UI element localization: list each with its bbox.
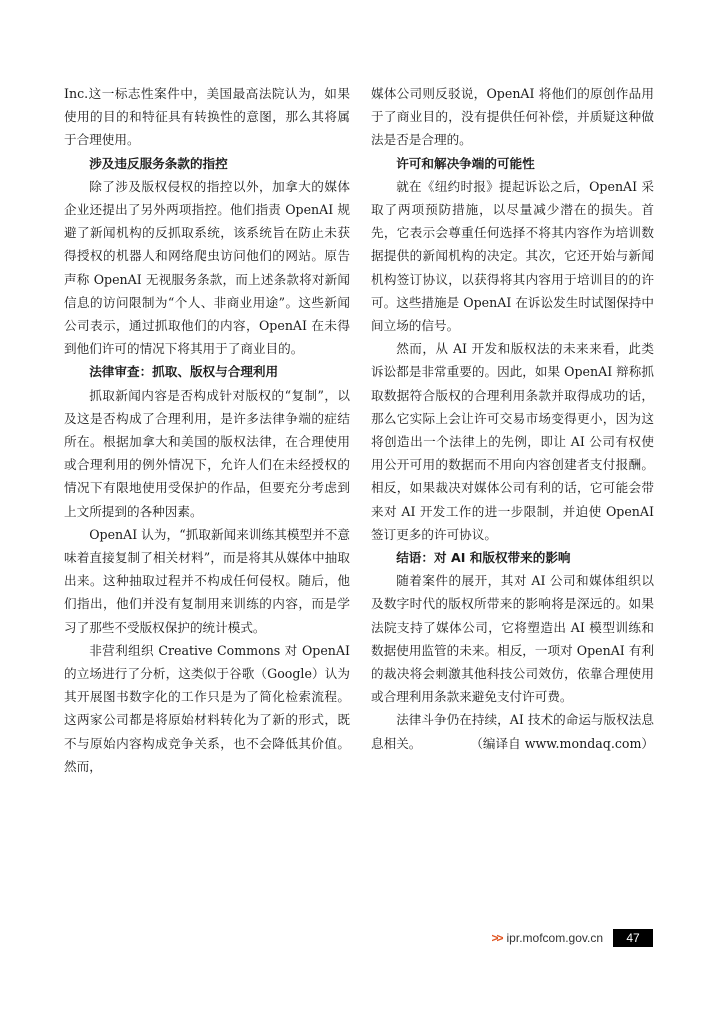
page-number: 47 xyxy=(613,929,653,947)
paragraph: 然而，从 AI 开发和版权法的未来来看，此类诉讼都是非常重要的。因此，如果 OpenAI 辩称抓取数据符合版权的合理利用条款并取得成功的话，那么它实际上会让许可交易市场变得更小，因为这将创造出一个法律上的先例，即让 AI 公司有权使用公开可用的数据而不用向内容创建者支付报酬。相反，如果裁决对媒体公司有利的话，它可能会带来对 AI 开发工作的进一步限制，并迫使 OpenAI 签订更多的许可协议。 xyxy=(371,341,654,542)
paragraph: 除了涉及版权侵权的指控以外，加拿大的媒体企业还提出了另外两项指控。他们指责 OpenAI 规避了新闻机构的反抓取系统，该系统旨在防止未获得授权的机器人和网络爬虫访问他们的网站。原告声称 OpenAI 无视服务条款，而上述条款将对新闻信息的访问限制为“个人、非商业用途”。这些新闻公司表示，通过抓取他们的内容，OpenAI 在未得到他们许可的情况下将其用于了商业目的。 xyxy=(64,178,350,357)
paragraph: 非营利组织 Creative Commons 对 OpenAI 的立场进行了分析，这类似于谷歌（Google）认为其开展图书数字化的工作只是为了简化检索流程。这两家公司都是将原始材料转化为了新的形式，既不与原始内容构成竞争关系，也不会降低其价值。然而， xyxy=(64,642,350,774)
section-heading: 法律审查：抓取、版权与合理利用 xyxy=(89,364,279,380)
paragraph: Inc.这一标志性案件中，美国最高法院认为，如果使用的目的和特征具有转换性的意图，那么其将属于合理使用。 xyxy=(64,86,350,148)
site-url[interactable]: ipr.mofcom.gov.cn xyxy=(506,931,603,945)
section-heading: 结语：对 AI 和版权带来的影响 xyxy=(396,550,571,566)
page-footer xyxy=(492,929,654,947)
section-heading: 许可和解决争端的可能性 xyxy=(396,155,535,171)
section-heading: 涉及违反服务条款的指控 xyxy=(89,155,228,171)
right-column xyxy=(371,82,654,755)
paragraph: OpenAI 认为，“抓取新闻来训练其模型并不意味着直接复制了相关材料”，而是将其从媒体中抽取出来。这种抽取过程并不构成任何侵权。随后，他们指出，他们并没有复制用来训练的内容，而是学习了那些不受版权保护的统计模式。 xyxy=(64,526,350,635)
chevron-right-icon: >> xyxy=(491,931,502,945)
source-credit: （编译自 www.mondaq.com） xyxy=(470,735,654,751)
paragraph xyxy=(371,708,654,754)
paragraph: 随着案件的展开，其对 AI 公司和媒体组织以及数字时代的版权所带来的影响将是深远的。如果法院支持了媒体公司，它将塑造出 AI 模型训练和数据使用监管的未来。相反，一项对 OpenAI 有利的裁决将会刺激其他科技公司效仿，依靠合理使用或合理利用条款来避免支付许可费。 xyxy=(371,573,654,705)
left-column xyxy=(64,82,350,778)
paragraph-text: 法律斗争仍在持续，AI 技术的命运与版权法息息相关。 xyxy=(371,712,654,751)
paragraph: 媒体公司则反驳说，OpenAI 将他们的原创作品用于了商业目的，没有提供任何补偿，并质疑这种做法是否是合理的。 xyxy=(371,86,654,148)
paragraph: 就在《纽约时报》提起诉讼之后，OpenAI 采取了两项预防措施，以尽量减少潜在的损失。首先，它表示会尊重任何选择不将其内容作为培训数据提供的新闻机构的决定。其次，它还开始与新闻机构签订协议，以获得将其内容用于培训目的的许可。这些措施是 OpenAI 在诉讼发生时试图保持中间立场的信号。 xyxy=(371,178,654,334)
paragraph: 抓取新闻内容是否构成针对版权的“复制”，以及这是否构成了合理利用，是许多法律争端的症结所在。根据加拿大和美国的版权法律，在合理使用或合理利用的例外情况下，允许人们在未经授权的情况下有限地使用受保护的作品，但要充分考虑到上文所提到的各种因素。 xyxy=(64,387,350,519)
